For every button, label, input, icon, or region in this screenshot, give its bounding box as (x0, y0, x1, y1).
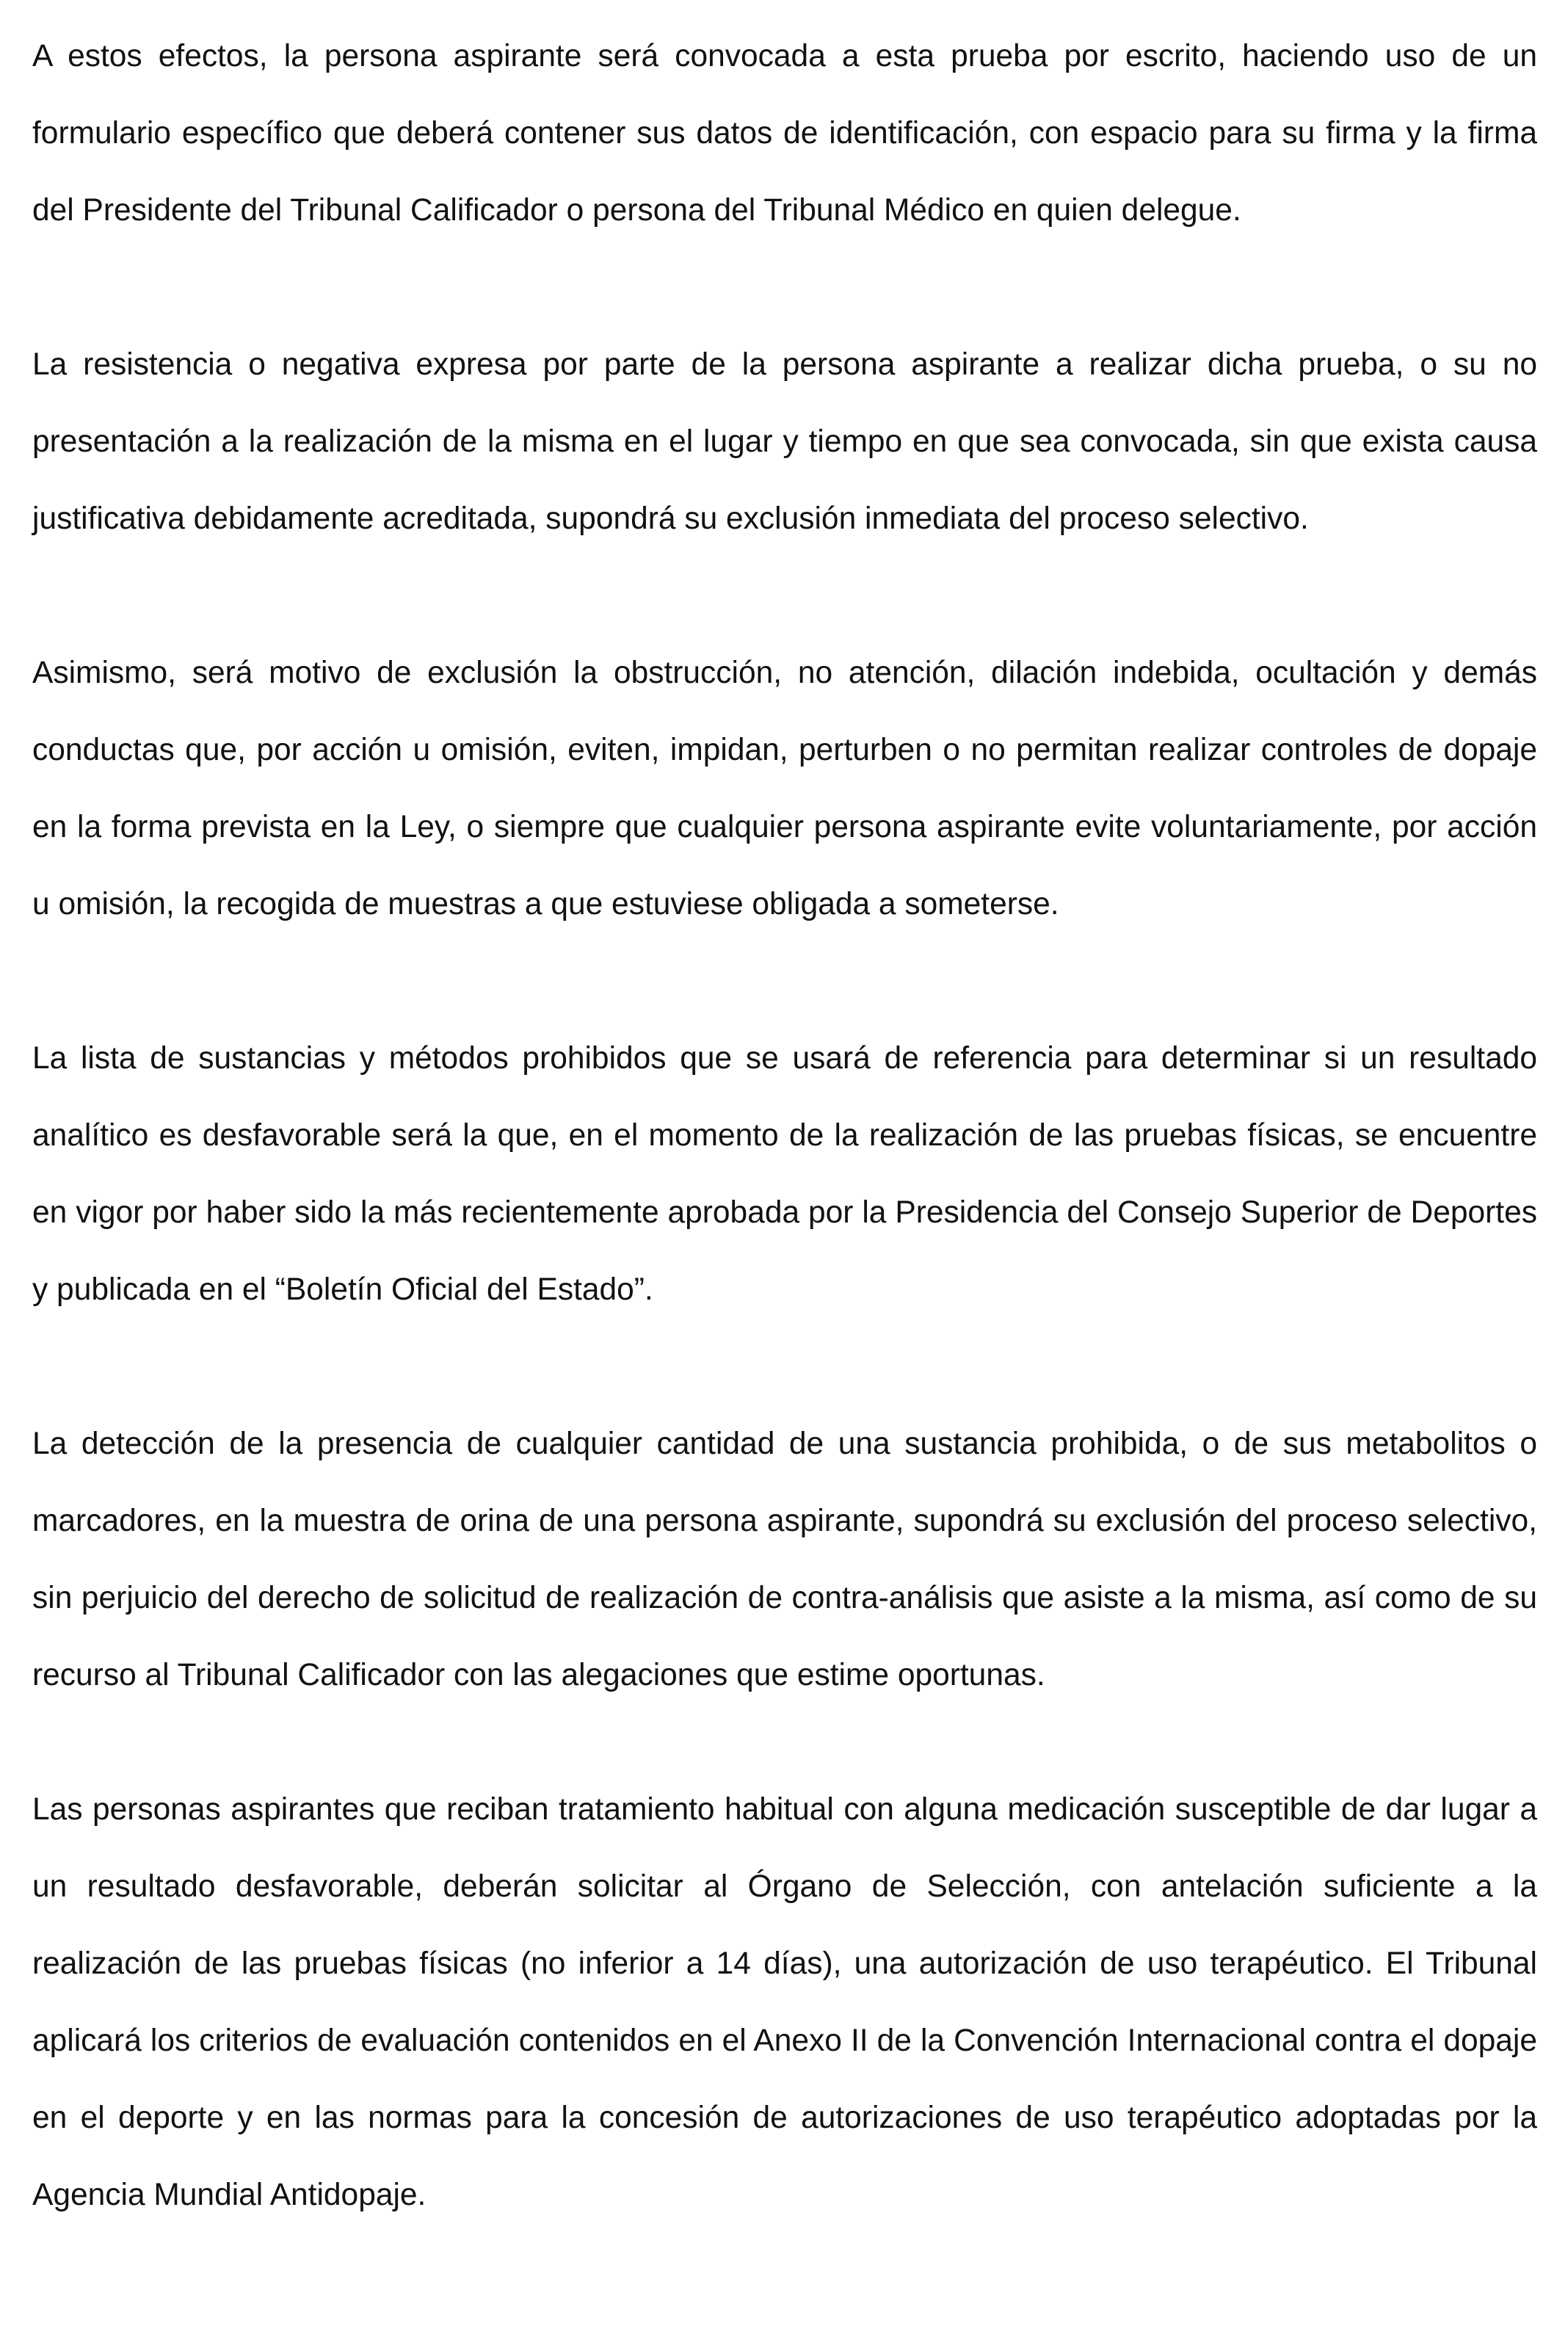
paragraph-resistencia: La resistencia o negativa expresa por parte de la persona aspirante a realizar dicha prueba, o su no presentación a la realización de la misma en el lugar y tiempo en que sea convocada, sin que exista causa justificativa debidamente acreditada, supondrá su exclusión inmediata del proceso selectivo. (32, 347, 1537, 536)
paragraph-deteccion: La detección de la presencia de cualquier cantidad de una sustancia prohibida, o de sus metabolitos o marcadores, en la muestra de orina de una persona aspirante, supondrá su exclusión del proceso selectivo, sin perjuicio del derecho de solicitud de realización de contra-análisis que asiste a la misma, así como de su recurso al Tribunal Calificador con las alegaciones que estime oportunas. (32, 1427, 1537, 1692)
paragraph-convocatoria: A estos efectos, la persona aspirante será convocada a esta prueba por escrito, haciendo uso de un formulario específico que deberá contener sus datos de identificación, con espacio para su firma y la firma del Presidente del Tribunal Calificador o persona del Tribunal Médico en quien delegue. (32, 39, 1537, 228)
paragraph-exclusion: Asimismo, será motivo de exclusión la obstrucción, no atención, dilación indebida, ocultación y demás conductas que, por acción u omisión, eviten, impidan, perturben o no permitan realizar controles de dopaje en la forma prevista en la Ley, o siempre que cualquier persona aspirante evite voluntariamente, por acción u omisión, la recogida de muestras a que estuviese obligada a someterse. (32, 656, 1537, 921)
document-page (32, 18, 1537, 2311)
paragraph-lista-sustancias: La lista de sustancias y métodos prohibidos que se usará de referencia para determinar si un resultado analítico es desfavorable será la que, en el momento de la realización de las pruebas físicas, se encuentre en vigor por haber sido la más recientemente aprobada por la Presidencia del Consejo Superior de Deportes y publicada en el “Boletín Oficial del Estado”. (32, 1041, 1537, 1307)
paragraph-tratamiento: Las personas aspirantes que reciban tratamiento habitual con alguna medicación susceptible de dar lugar a un resultado desfavorable, deberán solicitar al Órgano de Selección, con antelación suficiente a la realización de las pruebas físicas (no inferior a 14 días), una autorización de uso terapéutico. El Tribunal aplicará los criterios de evaluación contenidos en el Anexo II de la Convención Internacional contra el dopaje en el deporte y en las normas para la concesión de autorizaciones de uso terapéutico adoptadas por la Agencia Mundial Antidopaje. (32, 1792, 1537, 2212)
